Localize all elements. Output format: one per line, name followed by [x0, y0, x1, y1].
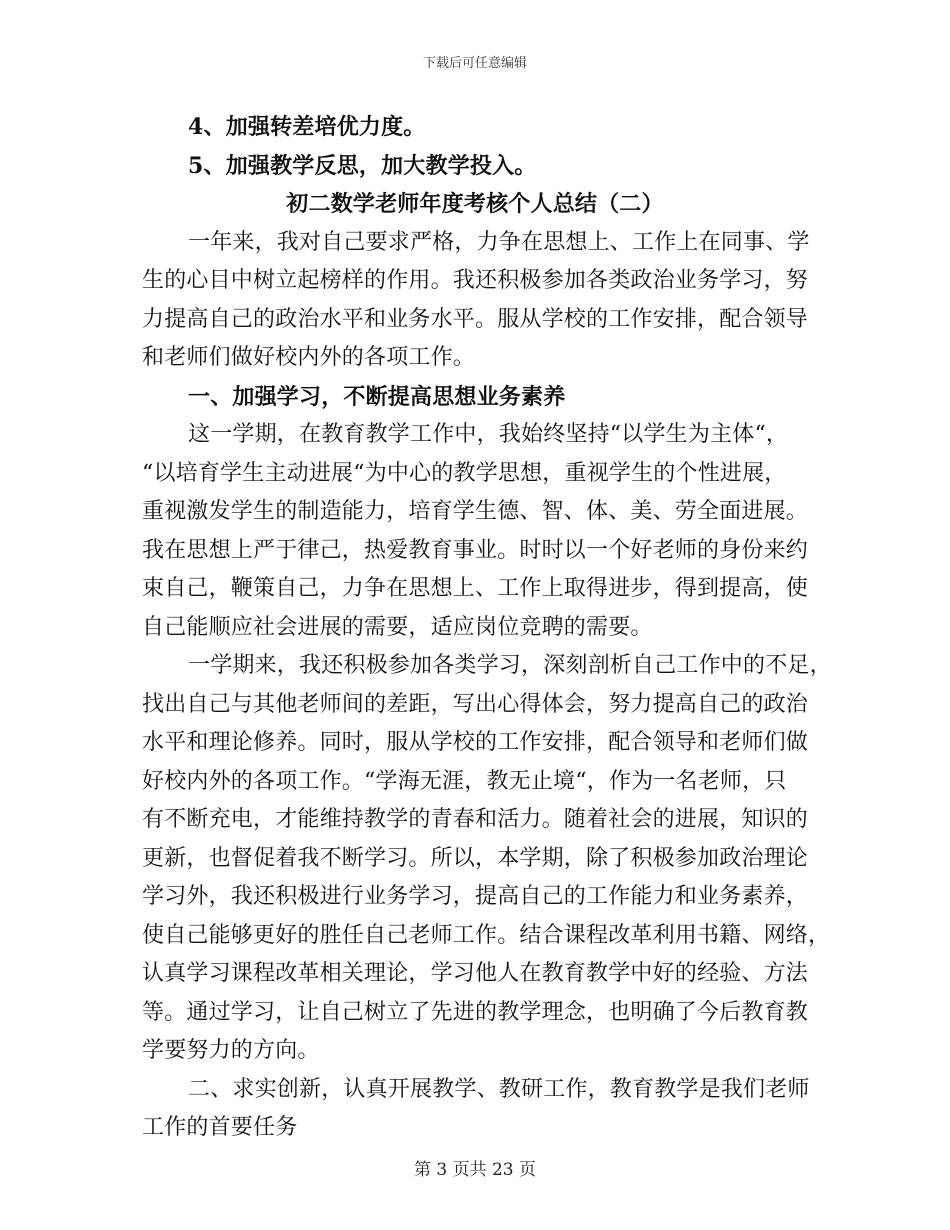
paragraph-line: 等。通过学习，让自己树立了先进的教学理念，也明确了今后教育教: [142, 999, 809, 1025]
page-header: 下载后可任意编辑: [422, 56, 527, 71]
paragraph-line: 好校内外的各项工作。“学海无涯，教无止境“，作为一名老师，只: [142, 768, 787, 794]
list-item-5: 5、加强教学反思，加大教学投入。: [188, 152, 537, 179]
paragraph-line: 这一学期，在教育教学工作中，我始终坚持“以学生为主体“，: [188, 422, 789, 447]
paragraph-line: 力提高自己的政治水平和业务水平。服从学校的工作安排，配合领导: [142, 306, 809, 332]
paragraph-line: 认真学习课程改革相关理论，学习他人在教育教学中好的经验、方法: [142, 961, 809, 986]
document-body: [142, 108, 832, 1148]
paragraph-line: 我在思想上严于律己，热爱教育事业。时时以一个好老师的身份来约: [142, 537, 809, 563]
paragraph-line: 和老师们做好校内外的各项工作。: [142, 345, 476, 370]
paragraph-line: 工作的首要任务: [142, 1115, 298, 1140]
paragraph-line: 有不断充电，才能维持教学的青春和活力。随着社会的进展，知识的: [142, 807, 809, 832]
page-number: 第 3 页共 23 页: [413, 1160, 537, 1180]
paragraph-line: 更新，也督促着我不断学习。所以，本学期，除了积极参加政治理论: [142, 845, 809, 871]
paragraph-line: 一学期来，我还积极参加各类学习，深刻剖析自己工作中的不足，: [188, 653, 832, 678]
paragraph-line: 学要努力的方向。: [142, 1038, 320, 1063]
paragraph-line: 束自己，鞭策自己，力争在思想上、工作上取得进步，得到提高，使: [142, 576, 809, 601]
paragraph-line: 重视激发学生的制造能力，培育学生德、智、体、美、劳全面进展。: [142, 499, 809, 524]
subheading-1: 一、加强学习，不断提高思想业务素养: [188, 383, 566, 410]
section-title: 初二数学老师年度考核个人总结（二）: [286, 191, 664, 217]
paragraph-line: 找出自己与其他老师间的差距，写出心得体会，努力提高自己的政治: [142, 691, 809, 717]
list-item-4: 4、加强转差培优力度。: [188, 114, 426, 140]
paragraph-line: “以培育学生主动进展“为中心的教学思想，重视学生的个性进展，: [142, 460, 787, 486]
paragraph-line: 自己能顺应社会进展的需要，适应岗位竞聘的需要。: [142, 614, 653, 640]
paragraph-line: 学习外，我还积极进行业务学习，提高自己的工作能力和业务素养，: [142, 884, 809, 909]
subheading-2: 二、求实创新，认真开展教学、教研工作，教育教学是我们老师: [188, 1076, 810, 1102]
paragraph-line: 水平和理论修养。同时，服从学校的工作安排，配合领导和老师们做: [142, 730, 809, 755]
paragraph-line: 生的心目中树立起榜样的作用。我还积极参加各类政治业务学习，努: [142, 268, 809, 293]
paragraph-line: 使自己能够更好的胜任自己老师工作。结合课程改革利用书籍、网络，: [142, 922, 831, 948]
paragraph-line: 一年来，我对自己要求严格，力争在思想上、工作上在同事、学: [188, 229, 810, 255]
